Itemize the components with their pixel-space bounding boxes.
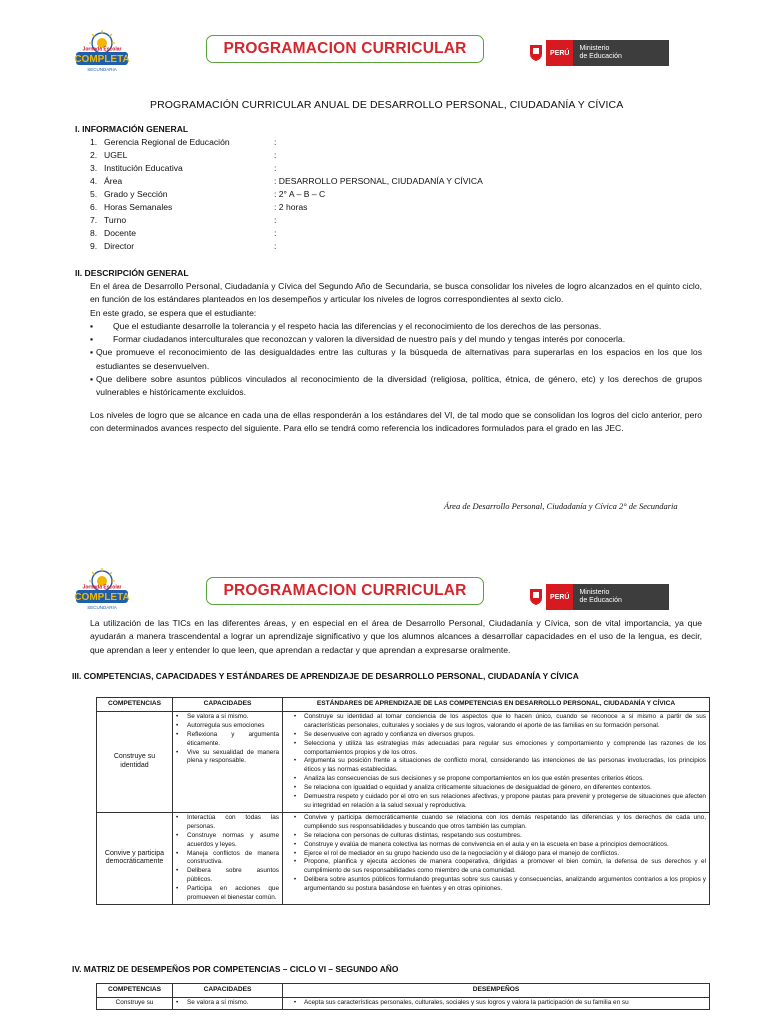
info-number: 8. [90, 228, 98, 238]
info-label: Institución Educativa [104, 163, 183, 173]
list-item: • Analiza las consecuencias de sus decisiones y se propone comportamientos en los que estén presentes criterios éticos. [293, 775, 644, 783]
description-bullet: ▪ Formar ciudadanos interculturales que reconozcan y valoren la diversidad de nuestro país y del mundo y tengas interés por conocerla. [90, 334, 626, 345]
competency-cell: Construye su identidad [97, 711, 173, 812]
info-number: 2. [90, 150, 98, 160]
list-item: • Maneja conflictos de manera constructiva. [176, 849, 279, 866]
info-label: Grado y Sección [104, 189, 168, 199]
info-value: : [274, 228, 277, 238]
logo-main-text: COMPLETA [74, 54, 130, 65]
table-row [97, 997, 710, 1009]
info-row [90, 136, 590, 149]
general-info-list [90, 136, 590, 253]
info-label: Horas Semanales [104, 202, 173, 212]
info-value: : 2 horas [274, 202, 308, 212]
description-bullet: ▪ Que promueve el reconocimiento de las desigualdades entre las culturas y la búsqueda de alternativas para superarlas en los espacios en los que los estudiantes se desenvuelven. [90, 347, 702, 371]
list-item: • Se valora a sí mismo. [176, 712, 249, 720]
minedu-logo [526, 40, 669, 66]
list-item: • Delibera sobre asuntos públicos. [176, 867, 279, 884]
list-item: • Construye su identidad al tomar conciencia de los aspectos que lo hacen único, cuando se reconoce a sí mismo a partir de sus características personales, culturales y sociales y de sus logros, valorando el aporte de las familias en su formación personal. [293, 712, 706, 729]
info-value: : DESARROLLO PERSONAL, CIUDADANÍA Y CÍVICA [274, 176, 483, 186]
col-header: ESTÁNDARES DE APRENDIZAJE DE LAS COMPETENCIAS EN DESARROLLO PERSONAL, CIUDADANÍA Y CÍVICA [283, 698, 710, 712]
jec-logo [73, 568, 131, 612]
description-lead: En este grado, se espera que el estudiante: [90, 307, 257, 318]
list-item: • Autorregula sus emociones [176, 721, 265, 729]
info-value: : [274, 150, 277, 160]
col-header: DESEMPEÑOS [283, 984, 710, 998]
info-number: 7. [90, 215, 98, 225]
peru-label: PERÚ [546, 40, 573, 66]
list-item: • Argumenta su posición frente a situaciones de conflicto moral, considerando las intenciones de las personas involucradas, los principios éticos y las normas establecidas. [293, 757, 706, 774]
svg-text:Jornada Escolar: Jornada Escolar [82, 584, 122, 591]
competency-cell: Construye su [97, 997, 173, 1009]
table-row [97, 812, 710, 904]
col-header: CAPACIDADES [173, 984, 283, 998]
list-item: • Se relaciona con personas de culturas distintas, respetando sus costumbres. [293, 831, 522, 839]
info-value: : [274, 215, 277, 225]
description-intro: En el área de Desarrollo Personal, Ciudadanía y Cívica del Segundo Año de Secundaria, se busca consolidar los niveles de logro alcanzados en el quinto ciclo, en función de los estándares planteados en los desempeños y articular los niveles de logros correspondientes al sexto ciclo. [90, 281, 702, 305]
info-value: : [274, 137, 277, 147]
section-1-heading: I. INFORMACIÓN GENERAL [75, 124, 189, 134]
table-header-row [97, 984, 710, 998]
list-item: • Ejerce el rol de mediador en su grupo haciendo uso de la negociación y el diálogo para el manejo de conflictos. [293, 849, 620, 857]
banner-title: PROGRAMACION CURRICULAR [206, 35, 484, 63]
logo-top-text: Jornada Escolar [82, 46, 122, 53]
info-row [90, 201, 590, 214]
minedu-logo: PERÚ Ministerio de Educación [526, 584, 669, 610]
info-label: UGEL [104, 150, 128, 160]
ministry-label: Ministerio de Educación [573, 40, 669, 66]
info-label: Área [104, 176, 123, 186]
info-number: 3. [90, 163, 98, 173]
logo-sub-text: SECUNDARIA [87, 67, 117, 72]
section-2-body [90, 280, 702, 435]
list-item: • Se desenvuelve con agrado y confianza en diversos grupos. [293, 730, 475, 738]
info-row [90, 162, 590, 175]
list-item: • Participa en acciones que promueven el bienestar común. [176, 885, 279, 902]
info-row [90, 214, 590, 227]
table-header-row [97, 698, 710, 712]
info-number: 9. [90, 241, 98, 251]
area-signature: Área de Desarrollo Personal, Ciudadanía y Cívica 2° de Secundaria [444, 501, 678, 511]
info-row [90, 227, 590, 240]
info-label: Director [104, 241, 135, 251]
info-label: Gerencia Regional de Educación [104, 137, 230, 147]
col-header: COMPETENCIAS [97, 984, 173, 998]
list-item: • Delibera sobre asuntos públicos formulando preguntas sobre sus causas y consecuencias, analizando argumentos contrarios a los propios y argumentando su postura basándose en fuentes y en otras opiniones. [293, 876, 706, 893]
info-value: : [274, 241, 277, 251]
info-value: : [274, 163, 277, 173]
info-label: Turno [104, 215, 127, 225]
capacities-cell: • Se valora a sí mismo. [173, 997, 283, 1009]
col-header: COMPETENCIAS [97, 698, 173, 712]
table-row [97, 711, 710, 812]
description-closing: Los niveles de logro que se alcance en cada una de ellas responderán a los estándares del VI, de tal modo que se consolidan los logros del ciclo anterior, pero con determinados avances respecto del siguiente. Para ello se tendrá como referencia los indicadores formulados para el grado en las JEC. [90, 409, 702, 433]
performance-matrix-table [96, 983, 710, 1010]
section-3-heading: III. COMPETENCIAS, CAPACIDADES Y ESTÁNDARES DE APRENDIZAJE DE DESARROLLO PERSONAL, CIUDADANÍA Y CÍVICA [72, 671, 579, 681]
info-value: : 2° A – B – C [274, 189, 326, 199]
info-row [90, 240, 590, 253]
info-number: 1. [90, 137, 98, 147]
peru-shield-icon [526, 40, 546, 66]
info-row [90, 188, 590, 201]
info-row [90, 175, 590, 188]
list-item: • Se relaciona con igualdad o equidad y analiza críticamente situaciones de desigualdad de género, en diferentes contextos. [293, 784, 652, 792]
list-item: • Demuestra respeto y cuidado por el otro en sus relaciones afectivas, y propone pautas para prevenir y protegerse de situaciones que afecten su integridad en relación a la salud sexual y reproductiva. [293, 793, 706, 809]
tics-paragraph: La utilización de las TICs en las diferentes áreas, y en especial en el área de Desarrollo Personal, Ciudadanía y Cívica, son de vital importancia, ya que ayudarán a manera trascendental a lograr un aprendizaje significativo y que los alumnos alcances a desarrollar capacidades en el uso de la lengua, es decir, que aprendan a leer y entender lo que leen, que aprendan a redactar y que aprendan a expresarse oralmente. [90, 618, 702, 655]
list-item: • Interactúa con todas las personas. [176, 813, 279, 830]
info-number: 4. [90, 176, 98, 186]
description-bullet: ▪ Que el estudiante desarrolle la tolerancia y el respeto hacia las diferencias y el reconocimiento de los derechos de las personas. [90, 320, 602, 331]
svg-text:SECUNDARIA: SECUNDARIA [87, 605, 117, 610]
document-title: PROGRAMACIÓN CURRICULAR ANUAL DE DESARROLLO PERSONAL, CIUDADANÍA Y CÍVICA [150, 99, 624, 111]
list-item: • Vive su sexualidad de manera plena y responsable. [176, 748, 279, 765]
jec-logo [73, 30, 131, 74]
svg-text:COMPLETA: COMPLETA [74, 592, 130, 603]
standards-cell [283, 812, 710, 904]
section-4-heading: IV. MATRIZ DE DESEMPEÑOS POR COMPETENCIAS – CICLO VI – SEGUNDO AÑO [72, 964, 399, 974]
section-2-heading: II. DESCRIPCIÓN GENERAL [75, 268, 189, 278]
capacities-cell [173, 711, 283, 812]
peru-shield-icon [526, 584, 546, 610]
capacities-cell [173, 812, 283, 904]
info-number: 5. [90, 189, 98, 199]
info-label: Docente [104, 228, 137, 238]
list-item: • Reflexiona y argumenta éticamente. [176, 730, 279, 747]
standards-cell [283, 711, 710, 812]
list-item: • Selecciona y utiliza las estrategias más adecuadas para regular sus emociones y comportamiento y comprende las razones de los comportamientos propios y de los otros. [293, 739, 706, 756]
list-item: • Convive y participa democráticamente cuando se relaciona con los demás respetando las diferencias y los derechos de cada uno, cumpliendo sus responsabilidades y buscando que otros también las cumplan. [293, 813, 706, 830]
info-number: 6. [90, 202, 98, 212]
list-item: • Construye normas y asume acuerdos y leyes. [176, 831, 279, 848]
info-row [90, 149, 590, 162]
performance-cell: • Acepta sus características personales, culturales, sociales y sus logros y valora la participación de su familia en su [283, 997, 710, 1009]
competencies-table [96, 697, 710, 905]
banner-title: PROGRAMACION CURRICULAR [206, 577, 484, 605]
competency-cell: Convive y participa democráticamente [97, 812, 173, 904]
description-bullet: ▪ Que delibere sobre asuntos públicos vinculados al reconocimiento de la diversidad (religiosa, política, étnica, de género, etc) y los derechos de grupos vulnerables e históricamente excluidos. [90, 374, 702, 398]
list-item: • Construye y evalúa de manera colectiva las normas de convivencia en el aula y en la escuela en base a principios democráticos. [293, 840, 669, 848]
list-item: • Propone, planifica y ejecuta acciones de manera cooperativa, dirigidas a promover el bien común, la defensa de sus derechos y el cumplimiento de sus responsabilidades como miembro de una comunidad. [293, 858, 706, 875]
col-header: CAPACIDADES [173, 698, 283, 712]
